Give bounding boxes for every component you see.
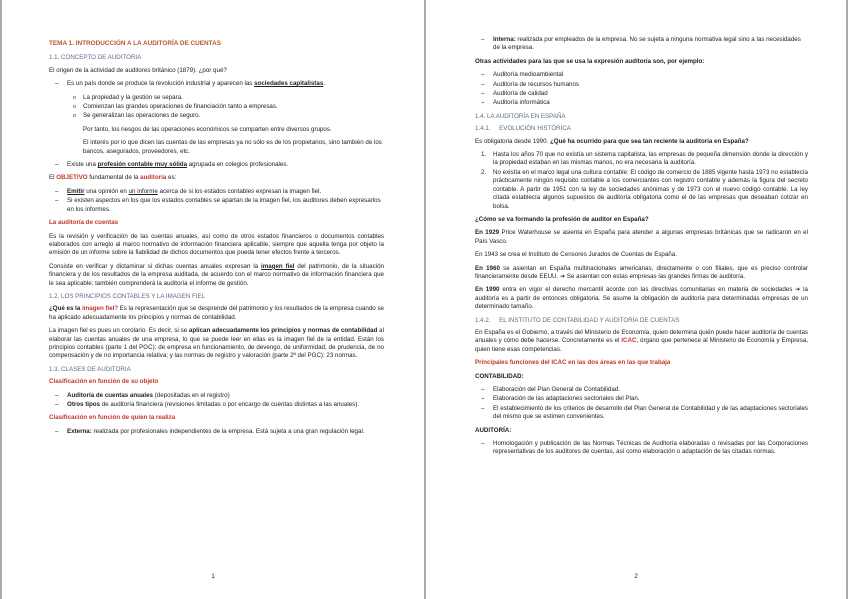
text-span: fundamental de la	[87, 174, 141, 182]
paragraph: En 1943 se crea el Instituto de Censores Jurados de Cuentas de España.	[475, 251, 677, 259]
accounting-heading: CONTABILIDAD:	[475, 372, 524, 380]
text-span: realizada por profesionales independientes de la empresa. Está sujeta a una gran regulación legal.	[91, 427, 365, 435]
audit-list	[475, 440, 808, 457]
others-list	[475, 71, 808, 108]
item-number: 2.	[481, 168, 487, 176]
list-item	[49, 188, 384, 196]
section-1-3-heading: 1.3. CLASES DE AUDITORIA	[49, 365, 131, 373]
underlined-term: imagen fiel	[261, 262, 295, 270]
classification-heading: Clasificación en función de quien la realiza	[49, 414, 176, 422]
origin-sublist	[49, 94, 384, 121]
sublist-item: o Se generalizan las operaciones de seguro.	[49, 112, 384, 120]
text-span: acerca de si los estados contables expresan la imagen fiel.	[157, 187, 322, 195]
item-number: 1.	[481, 151, 487, 159]
list-item: – Auditoría de recursos humanos	[475, 81, 808, 89]
list-item	[49, 392, 384, 400]
list-item: – Auditoría informática	[475, 99, 808, 107]
text-span: La imagen fiel es pues un corolario. Es decir, si se	[49, 327, 189, 335]
chapter-title: TEMA 1. INTRODUCCIÓN A LA AUDITORÍA DE CUENTAS	[49, 40, 221, 47]
text-span: de auditoría financiera (revisiones limitadas o por encargo de cuentas distintas a las anuales).	[100, 401, 360, 408]
classification-list	[49, 392, 384, 410]
text-span: agrupada en colegios profesionales.	[187, 161, 289, 169]
section-1-1-heading: 1.1. CONCEPTO DE AUDITORIA	[49, 54, 142, 62]
bold-term: Interna:	[493, 36, 516, 43]
section-1-4-1-heading: 1.4.1. EVOLUCIÓN HISTÓRICA	[475, 125, 571, 133]
list-item: – Elaboración de las adaptaciones sectoriales del Plan.	[475, 395, 808, 403]
text-span: Consiste en verificar y dictaminar si dichas cuentas anuales expresan la	[49, 262, 262, 270]
list-item: – Homologación y publicación de las Normas Técnicas de Auditoría elaboradas o revisadas por las Corporaciones representativas de los auditores de cuentas, así como elaboración o adaptación de las citadas normas.	[475, 440, 808, 457]
formation-question: ¿Cómo se va formando la profesión de auditor en España?	[475, 215, 649, 223]
text-span: realizada por empleados de la empresa. No se sujeta a ninguna normativa legal sino a las necesidades de la empresa.	[493, 36, 801, 52]
highlight-term: OBJETIVO	[56, 174, 88, 182]
sublist-item: o Comienzan las grandes operaciones de financiación tanto a empresas.	[49, 103, 384, 111]
text-span: En España es el Gobierno, a través del Ministerio de Economía, quien determina quién puede hacer auditoría de cuentas anuales y cómo debe hacerse. Concretamente es el	[475, 328, 808, 345]
bold-term: En 1990	[475, 286, 500, 294]
paragraph: Por tanto, los riesgos de las operaciones económicos se comparten entre diversos grupos.	[83, 125, 332, 133]
text-span: al elaborar las cuentas anuales de una empresa, lo que se puede leer en ellas es la imagen fiel de la entidad. Están los principios contables (parte 1 del PGC): de empresa en funcionamiento, de devengo, de uniformidad, de prudencia, de no compensación y de no importancia relativa; y las normas de registro y valoración (parte 2ª del PGC): 23 normas.	[49, 327, 384, 360]
list-item: – Si existen aspectos en los que los estados contables se apartan de la imagen fiel, los auditores deben expresarlos en los informes.	[49, 197, 384, 214]
objective-list	[49, 188, 384, 214]
bold-term: aplican adecuadamente los principios y normas de contabilidad	[188, 327, 378, 335]
list-item: – Auditoría medioambiental	[475, 71, 808, 79]
internal-list	[475, 36, 808, 53]
others-heading: Otras actividades para las que se usa la expresión auditoría son, por ejemplo:	[475, 57, 705, 65]
item-text: No existía en el marco legal una cultura contable: El código de comercio de 1885 vigente hasta 1973 no establecía prácticamente ningún requisito contable a los comerciantes con registro contable y además la figura del secreto contable. A partir de 1951 con la ley de sociedades anónimas y de 1973 con el nuevo código contable. La ley citada establecía algunos supuestos de auditoría obligatoria como el de las empresas que deseaban cotizar en bolsa.	[493, 168, 808, 210]
bold-term: Otros tipos	[67, 401, 101, 408]
text-span: ? Es la representación que se desprende del patrimonio y los resultados de la empresa cuando se ha aplicado adecuadamente los principios y normas de contabilidad.	[49, 305, 384, 321]
origin-list-2	[49, 161, 384, 169]
text-span: Es un país donde se produce la revolución industrial y aparecen las	[67, 80, 255, 88]
text-span: Existe una	[67, 161, 98, 169]
paragraph	[49, 263, 384, 288]
underlined-term: sociedades capitalistas	[254, 80, 324, 88]
objective-line	[49, 174, 384, 182]
underlined-term: un informe	[128, 187, 158, 195]
text-span: del patrimonio, de la situación financiera y de los resultados de la empresa auditada, de acuerdo con el marco normativo de información financiera que le sea aplicable; también comprenderá la auditoría el informe de gestión.	[49, 262, 384, 287]
accounting-list	[475, 386, 808, 422]
text-span: .	[323, 80, 325, 88]
classification-heading: Clasificación en función de su objeto	[49, 378, 159, 386]
history-question	[475, 138, 808, 146]
paragraph	[475, 286, 808, 311]
section-1-2-heading: 1.2. LOS PRINCIPIOS CONTABLES Y LA IMAGEN FIEL	[49, 292, 206, 300]
bold-term: Auditoría de cuentas anuales	[67, 391, 153, 399]
origin-list	[49, 80, 384, 88]
text-span: ¿Qué es la	[49, 305, 83, 313]
text-span: se asientan en España multinacionales americanas, directamente o con filiales, que es preciso controlar financieramente desde EEUU. ➔ Se asientan con estas empresas las grandes firmas de auditoría.	[475, 264, 808, 280]
item-text: Hasta los años 70 que no existía un sistema capitalista, las empresas de pequeña dimensión donde la dirección y la propiedad estaban en las mismas manos, no era necesaria la auditoría.	[493, 151, 808, 167]
page-number: 1	[211, 572, 215, 580]
paragraph	[49, 327, 384, 361]
highlight-term: auditoría	[140, 174, 167, 182]
bold-term: En 1929	[475, 229, 500, 237]
list-item	[49, 161, 384, 169]
page-1	[2, 0, 424, 599]
list-item: – El establecimiento de los criterios de desarrollo del Plan General de Contabilidad y de las adaptaciones sectoriales del mismo que se estimen convenientes.	[475, 405, 808, 422]
bold-term: En 1960	[475, 264, 500, 272]
list-item	[49, 401, 384, 409]
numbered-item	[475, 169, 808, 211]
list-item	[475, 36, 808, 53]
paragraph: Es la revisión y verificación de las cuentas anuales, así como de otros estados financieros o documentos contables elaborados con arreglo al marco normativo de información financiera aplicable, siempre que aquella tenga por objeto la emisión de un informe sobre la fiabilidad de dichos documentos que pueda tener efectos frente a terceros.	[49, 232, 384, 257]
origin-question: El origen de la actividad de auditores británico (1879). ¿por qué?	[49, 66, 227, 74]
list-item	[49, 428, 384, 436]
classification-list	[49, 428, 384, 436]
underlined-term: profesión contable muy sólida	[97, 161, 188, 169]
sublist-item: o La propiedad y la gestión se separa.	[49, 94, 384, 102]
paragraph	[475, 265, 808, 282]
functions-heading: Principales funciones del ICAC en las dos áreas en las que trabaja	[475, 359, 671, 367]
list-item	[49, 80, 384, 88]
text-span: (depositadas en el registro)	[152, 391, 230, 399]
audit-heading: AUDITORÍA:	[475, 426, 512, 434]
list-item: – Elaboración del Plan General de Contabilidad.	[475, 386, 808, 394]
text-span: una opinión en	[84, 187, 129, 195]
text-span: , órgano que pertenece al Ministerio de Economía y Empresa, quien tiene esas competencias.	[475, 337, 808, 353]
section-1-4-heading: 1.4. LA AUDITORÍA EN ESPAÑA	[475, 112, 566, 120]
definition-heading: La auditoría de cuentas	[49, 219, 119, 227]
paragraph	[49, 305, 384, 322]
text-span: entra en vigor el derecho mercantil acorde con las directivas comunitarias en materia de sociedades ➔ la auditoría es a partir de entonces obligatoria. Se asume la obligación de auditoría para determinadas empresas de un determinado tamaño.	[475, 286, 809, 311]
text-span: Price Waterhouse se asienta en España para atender a algunas empresas británicas que se radicaron en el País Vasco.	[475, 229, 808, 245]
paragraph	[475, 329, 808, 354]
list-item: – Auditoría de calidad	[475, 90, 808, 98]
page-number: 2	[634, 572, 638, 580]
section-1-4-2-heading: 1.4.2. EL INSTITUTO DE CONTABILIDAD Y AUDITORÍA DE CUENTAS	[475, 316, 680, 324]
underlined-term: Emitir	[67, 187, 85, 195]
history-list	[475, 151, 808, 211]
bold-term: Externa:	[67, 427, 92, 435]
paragraph: El interés por lo que dicen las cuentas de las empresas ya no sólo es de los propietarios, sino también de los bancos, asegurados, proveedores, etc.	[83, 139, 382, 155]
text-span: es:	[166, 174, 177, 182]
paragraph	[475, 229, 808, 246]
highlight-term: imagen fiel	[82, 305, 115, 313]
bold-term: ¿Qué ha ocurrido para que sea tan reciente la auditoría en España?	[550, 137, 749, 145]
highlight-term: ICAC	[621, 337, 637, 345]
text-span: Es obligatoria desde 1990.	[475, 137, 550, 145]
numbered-item	[475, 151, 808, 168]
page-2	[426, 0, 846, 599]
text-span: El	[49, 174, 57, 182]
